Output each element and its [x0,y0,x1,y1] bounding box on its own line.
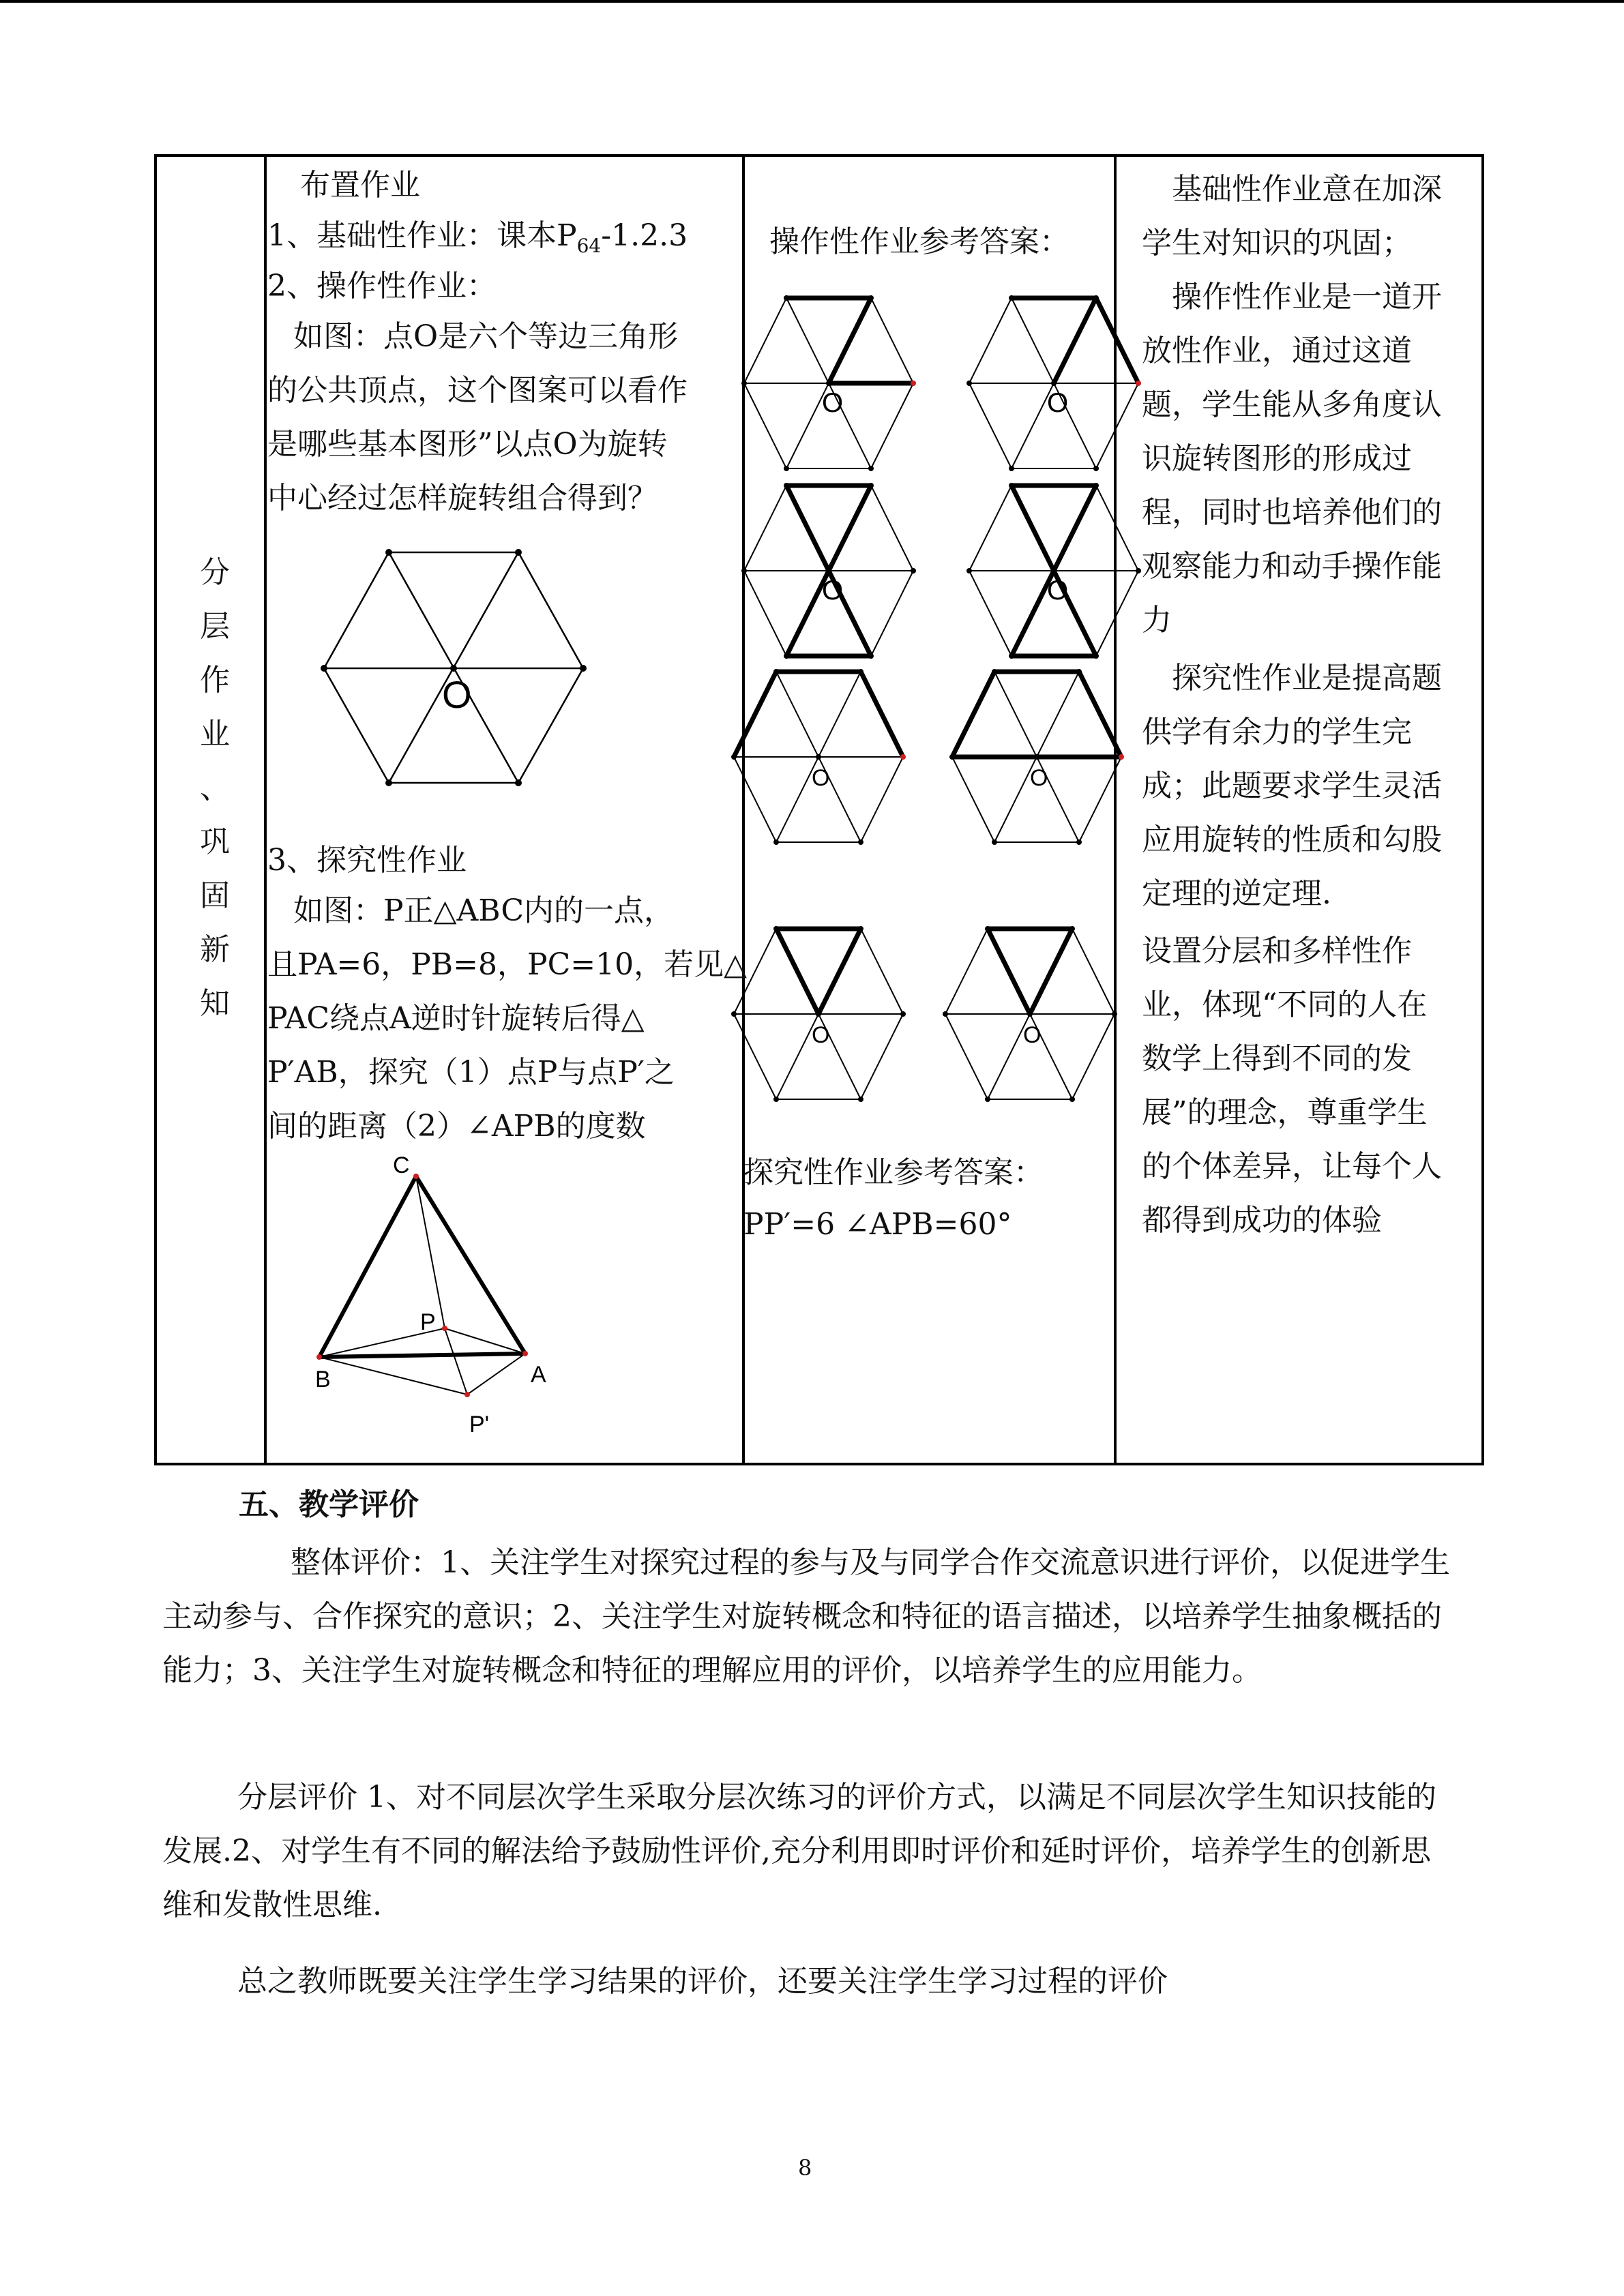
side-char: 新 [200,932,230,967]
intent-line: 题，学生能从多角度认 [1142,387,1442,422]
side-char: 业 [200,717,230,751]
center-label-o: O [442,673,472,716]
hexagon-center-label: O [1023,1022,1042,1048]
intent-line: 设置分层和多样性作 [1142,934,1412,968]
answer-hexagon [741,295,916,471]
operational-line: 是哪些基本图形”以点O为旋转 [267,427,668,462]
section-heading: 五、教学评价 [239,1487,419,1522]
intent-line: 力 [1142,603,1172,638]
hexagon-center-label: O [812,765,830,791]
intent-line: 展”的理念，尊重学生 [1142,1095,1428,1130]
hexagon-center-label: O [812,1022,830,1048]
hexagon-center-label: O [1047,388,1069,418]
inquiry-answer-text: PP′=6 ∠APB=60° [743,1207,1012,1242]
answer-hexagon [966,295,1141,471]
basic-homework-suffix: -1.2.3 [601,218,688,253]
side-char: 固 [200,878,230,913]
answer-hexagon [943,926,1117,1102]
overall-evaluation-paragraph: 整体评价：1、关注学生对探究过程的参与及与同学合作交流意识进行评价，以促进学生主动参与、合作探究的意识；2、关注学生对旋转概念和特征的语言描述，以培养学生抽象概括的能力；3、关注学生对旋转概念和特征的理解应用的评价，以培养学生的应用能力。 [162,1545,1450,1688]
answer-hexagon [966,483,1141,659]
side-char: 巩 [200,824,230,859]
operational-line: 中心经过怎样旋转组合得到？ [267,481,658,516]
intent-line: 学生对知识的巩固； [1142,226,1412,260]
tiered-evaluation-paragraph: 分层评价 1、对不同层次学生采取分层次练习的评价方式，以满足不同层次学生知识技能的发展.2、对学生有不同的解法给予鼓励性评价,充分利用即时评价和延时评价，培养学生的创新思维和发散性思维. [162,1780,1436,1922]
page-number: 8 [798,2155,812,2181]
intent-line: 放性作业，通过这道 [1142,333,1412,368]
inquiry-line: PAC绕点A逆时针旋转后得△ [267,1001,645,1036]
inquiry-answer-title: 探究性作业参考答案： [743,1155,1044,1190]
intent-line: 供学有余力的学生完 [1142,715,1412,749]
hexagon-center-label: O [1030,765,1048,791]
point-p-label: P [420,1309,436,1335]
hexagon-center-label: O [822,576,844,606]
operational-answer-title: 操作性作业参考答案： [769,224,1069,259]
basic-homework-sub: 64 [576,235,602,257]
hexagon-center-label: O [822,388,844,418]
intent-line: 基础性作业意在加深 [1172,172,1442,207]
operational-line: 的公共顶点，这个图案可以看作 [267,373,688,408]
inquiry-line: 如图：P正△ABC内的一点， [293,893,675,928]
intent-line: 业，体现“不同的人在 [1142,987,1428,1022]
assignment-title: 布置作业 [300,168,420,203]
inquiry-line: 间的距离（2）∠APB的度数 [267,1109,646,1144]
inquiry-homework-title: 3、探究性作业 [267,843,467,878]
intent-line: 定理的逆定理. [1142,876,1331,911]
operational-line: 如图：点O是六个等边三角形 [293,319,679,354]
basic-homework-prefix: 1、基础性作业：课本P [267,218,577,253]
side-char: 作 [200,663,230,698]
summary-paragraph: 总之教师既要关注学生学习结果的评价，还要关注学生学习过程的评价 [237,1964,1168,1999]
answer-hexagon [731,926,906,1102]
intent-line: 探究性作业是提高题 [1172,661,1442,696]
side-char: 知 [200,986,230,1021]
side-char: 分 [200,555,230,590]
intent-line: 成；此题要求学生灵活 [1142,769,1442,803]
side-char: 层 [200,609,230,644]
operational-homework-title: 2、操作性作业： [267,269,497,303]
intent-line: 观察能力和动手操作能 [1142,549,1442,584]
intent-line: 应用旋转的性质和勾股 [1142,822,1442,857]
inquiry-line: P′AB，探究（1）点P与点P′之 [267,1055,675,1090]
answer-hexagon [949,669,1124,845]
answer-hexagon [741,483,916,659]
point-b-label: B [315,1367,331,1392]
inquiry-line: 且PA=6，PB=8，PC=10，若见△ [267,947,747,982]
intent-line: 识旋转图形的形成过 [1142,441,1412,476]
point-c-label: C [393,1152,410,1178]
point-p-prime-label: P' [469,1412,490,1437]
intent-line: 数学上得到不同的发 [1142,1041,1412,1076]
point-a-label: A [531,1362,546,1388]
answer-hexagon [731,669,906,845]
intent-line: 的个体差异，让每个人 [1142,1149,1442,1184]
intent-line: 都得到成功的体验 [1142,1203,1382,1238]
hexagon-center-label: O [1047,576,1069,606]
intent-line: 操作性作业是一道开 [1172,280,1442,314]
intent-line: 程，同时也培养他们的 [1142,495,1442,530]
side-char: 、 [200,771,230,805]
